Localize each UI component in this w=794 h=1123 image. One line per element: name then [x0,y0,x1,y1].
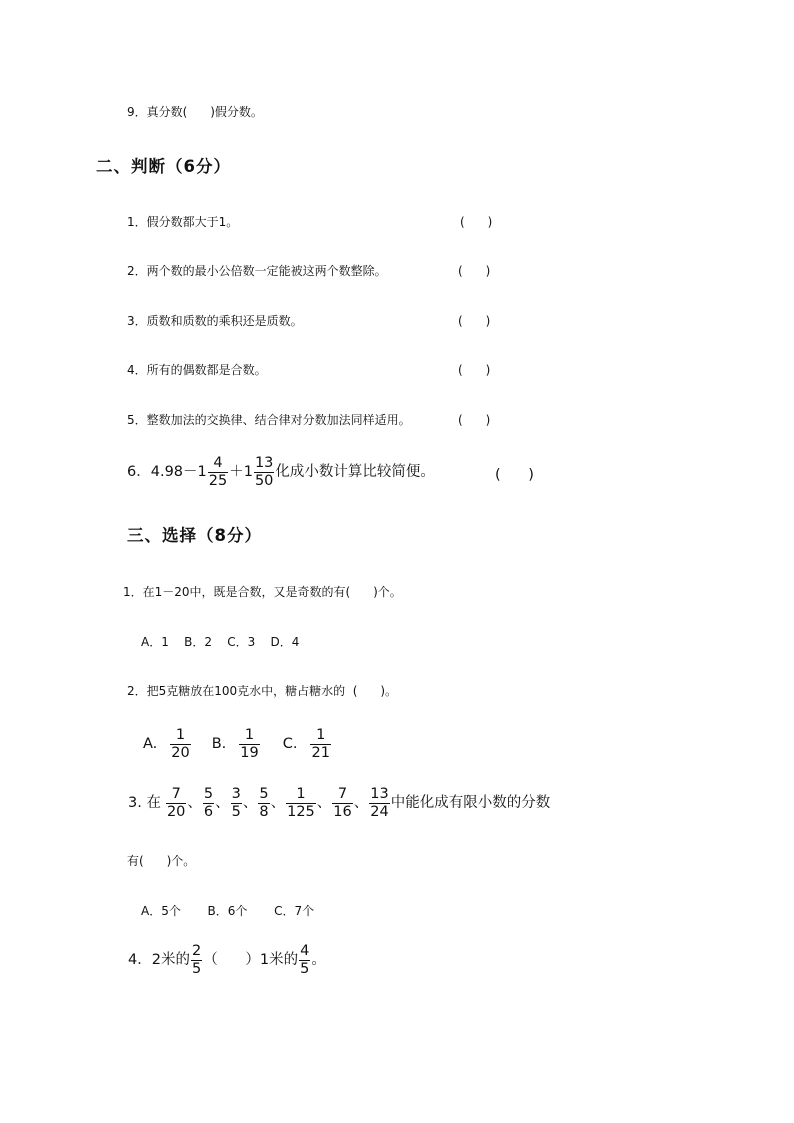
fraction-numerator: 5 [259,786,269,802]
fraction-5-over-6 [203,787,214,820]
option-b[interactable] [212,728,261,761]
fraction-denominator: 20 [166,804,186,821]
fraction-denominator: 125 [287,804,315,821]
option-c-label: C. [282,736,298,753]
fraction-denominator: 20 [171,745,190,762]
choice-question-2: 2．把5克糖放在100克水中，糖占糖水的 ( )。 [127,684,398,698]
fraction-numerator: 2 [191,943,202,959]
fraction-denominator: 24 [370,804,389,821]
separator: 、 [270,795,286,812]
fraction-denominator: 21 [311,745,330,762]
choice-question-3-prefix: 3. 在 [128,795,161,812]
fraction-numerator: 5 [203,786,214,802]
question-9: 9．真分数( )假分数。 [127,105,263,119]
judge-answer-2[interactable]: ( ) [458,264,491,278]
choice-question-3-line2: 有( )个。 [127,854,196,868]
option-b-label: B. [211,736,227,753]
fraction-denominator: 16 [333,804,352,821]
judge-item-6-suffix: 化成小数计算比较简便。 [275,464,435,481]
judge-item-3: 3．质数和质数的乘积还是质数。 [127,314,303,328]
option-c[interactable] [283,728,332,761]
fraction-numerator: 1 [316,727,326,743]
fraction-denominator: 5 [231,804,241,821]
fraction-numerator: 1 [244,727,255,743]
judge-answer-4[interactable]: ( ) [458,363,491,377]
fraction-13-over-24 [369,787,389,820]
choice-question-4-suffix: 。 [311,952,326,969]
separator: 、 [316,795,332,812]
fraction-numerator: 4 [300,943,310,959]
choice-question-3 [128,787,550,820]
fraction-denominator: 5 [300,961,310,978]
fraction-numerator: 7 [337,786,348,802]
judge-item-4: 4．所有的偶数都是合数。 [127,363,267,377]
fraction-2-over-5 [191,944,202,977]
judge-answer-3[interactable]: ( ) [458,314,491,328]
option-a-label: A. [143,736,158,753]
judge-item-6-expr-start: 4.98－1 [150,464,207,481]
fraction-denominator: 5 [191,961,202,978]
separator: 、 [242,795,258,812]
judge-answer-5[interactable]: ( ) [458,413,491,427]
fraction-numerator: 13 [370,786,389,802]
fraction-1-over-19 [239,728,259,761]
judge-item-5: 5．整数加法的交换律、结合律对分数加法同样适用。 [127,413,411,427]
section-3-heading: 三、选择（8分） [127,526,262,545]
judge-answer-6[interactable]: ( ) [495,467,534,483]
fraction-denominator: 8 [259,804,269,821]
fraction-4-over-25 [208,456,228,489]
choice-question-2-options[interactable] [143,728,332,761]
fraction-1-over-125 [286,787,316,820]
fraction-numerator: 4 [213,455,223,471]
section-2-heading: 二、判断（6分） [96,157,231,176]
separator: 、 [187,795,202,812]
choice-question-4 [128,944,326,977]
fraction-numerator: 7 [171,786,181,802]
judge-answer-1[interactable]: ( ) [460,215,493,229]
separator: 、 [215,795,230,812]
fraction-numerator: 1 [296,786,306,802]
separator: 、 [353,795,369,812]
fraction-3-over-5 [231,787,242,820]
fraction-denominator: 50 [254,473,274,490]
judge-item-6 [127,456,435,489]
fraction-denominator: 25 [208,473,228,490]
fraction-denominator: 19 [240,745,259,762]
fraction-numerator: 3 [231,786,241,802]
judge-item-6-plus: ＋1 [229,464,253,481]
fraction-numerator: 1 [175,727,186,743]
fraction-7-over-16 [332,787,352,820]
fraction-1-over-21 [310,728,330,761]
fraction-7-over-20 [166,787,186,820]
fraction-numerator: 13 [254,455,274,471]
choice-question-4-prefix: 4．2米的 [128,952,190,969]
choice-question-1-options[interactable]: A．1 B．2 C．3 D．4 [141,635,300,649]
choice-question-4-middle: （ ）1米的 [203,952,299,969]
judge-item-6-prefix: 6． [127,464,151,481]
fraction-1-over-20 [170,728,190,761]
choice-question-3-options[interactable]: A．5个 B．6个 C．7个 [141,904,315,918]
judge-item-1: 1．假分数都大于1。 [127,215,239,229]
fraction-5-over-8 [258,787,269,820]
fraction-13-over-50 [254,456,274,489]
choice-question-3-suffix: 中能化成有限小数的分数 [390,795,551,812]
fraction-4-over-5 [299,944,310,977]
option-a[interactable] [143,728,192,761]
choice-question-1: 1．在1－20中，既是合数，又是奇数的有( )个。 [123,585,402,599]
fraction-denominator: 6 [203,804,214,821]
judge-item-2: 2．两个数的最小公倍数一定能被这两个数整除。 [127,264,387,278]
